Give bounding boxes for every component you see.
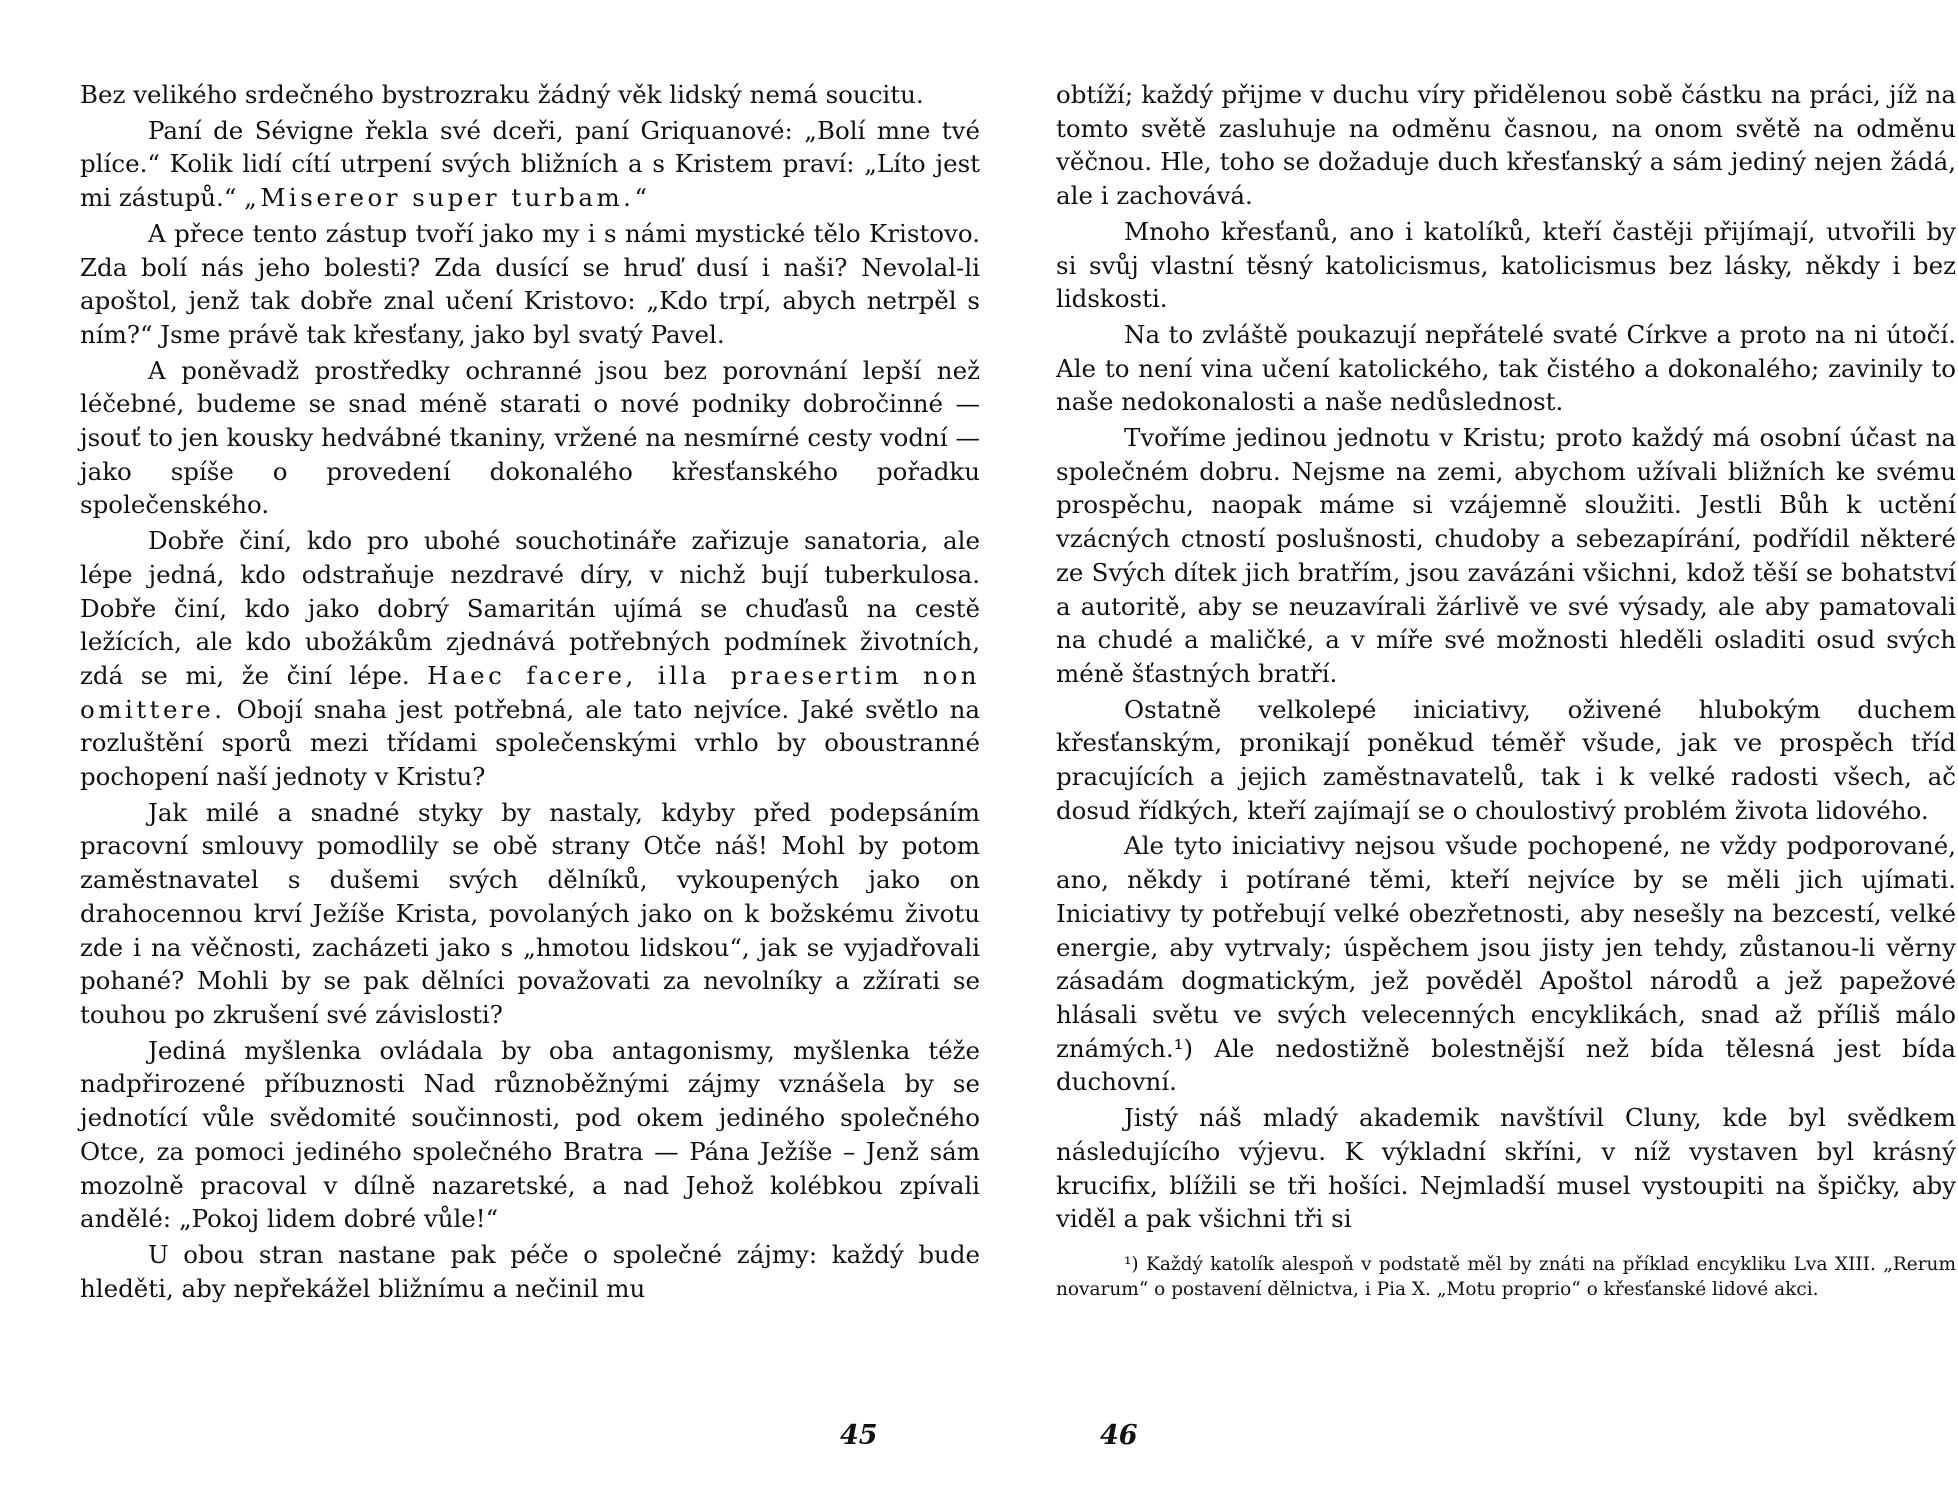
paragraph: Na to zvláště poukazují nepřátelé svaté Církve a proto na ni útočí. Ale to není vina učení katolického, tak čistého a dokonalého; zavinily to naše nedokonalosti a naše nedůslednost. — [1056, 319, 1956, 417]
latin-quote: „Misereor super turbam.“ — [244, 183, 651, 213]
page-number-right: 46 — [1100, 1420, 1138, 1451]
paragraph-text: Dobře činí, kdo pro ubohé souchotináře zařizuje sanatoria, ale lépe jedná, kdo odstraňuje nezdravé díry, v nichž bují tuberkulosa. Dobře činí, kdo jako dobrý Samaritán ujímá se chuďasů na cestě ležících, ale kdo ubožákům zjednává potřebných podmínek životních, zdá se mi, že činí lépe. — [80, 526, 980, 690]
paragraph: Jistý náš mladý akademik navštívil Cluny, kde byl svědkem následujícího výjevu. K výkladní skříni, v níž vystaven byl krásný krucifix, blížili se tři hošíci. Nejmladší musel vystoupiti na špičky, aby viděl a pak všichni tři si — [1056, 1103, 1956, 1234]
paragraph-text: Paní de Sévigne řekla své dceři, paní Griquanové: „Bolí mne tvé plíce.“ Kolik lidí cítí utrpení svých bližních a s Kristem praví: „Líto jest mi zástupů.“ — [80, 115, 980, 213]
footnote: ¹) Každý katolík alespoň v podstatě měl by znáti na příklad encykliku Lva XIII. „Rerum novarum“ o postavení dělnictva, i Pia X. „Motu proprio“ o křesťanské lidové akci. — [1056, 1253, 1956, 1300]
paragraph: obtíží; každý přijme v duchu víry přidělenou sobě částku na práci, jíž na tomto světě zasluhuje na odměnu časnou, na onom světě na odměnu věčnou. Hle, toho se dožaduje duch křesťanský a sám jediný nejen žádá, ale i zachovává. — [1056, 80, 1956, 211]
paragraph — [80, 524, 980, 794]
footnotes — [1056, 1252, 1956, 1302]
latin-quote: Haec facere, illa praesertim non omittere. — [80, 660, 980, 724]
paragraph: Bez velikého srdečného bystrozraku žádný věk lidský nemá soucitu. — [80, 80, 924, 109]
paragraph: Jak milé a snadné styky by nastaly, kdyby před podepsáním pracovní smlouvy pomodlily se obě strany Otče náš! Mohl by potom zaměstnavatel s dušemi svých dělníků, vykoupených jako on drahocennou krví Ježíše Krista, povolaných jako on k božskému životu zde i na věčnosti, zacházeti jako s „hmotou lidskou“, jak se vyjadřovali pohané? Mohli by se pak dělníci považovati za nevolníky a zžírati se touhou po zkrušení své závislosti? — [80, 797, 980, 1029]
paragraph: U obou stran nastane pak péče o společné zájmy: každý bude hleděti, aby nepřekážel bližnímu a nečinil mu — [80, 1239, 980, 1303]
paragraph: Ale tyto iniciativy nejsou všude pochopené, ne vždy podporované, ano, někdy i potírané těmi, kteří nejvíce by se měli jich ujímati. Iniciativy ty potřebují velké obezřetnosti, aby nesešly na bezcestí, velké energie, aby vytrvaly; úspěchem jsou jisty jen tehdy, zůstanou-li věrny zásadám dogmatickým, jež pověděl Apoštol národů a jež papežové hlásali světu ve svých velecenných encyklikách, snad až příliš málo známých.¹) Ale nedostižně bolestnější než bída tělesná jest bída duchovní. — [1056, 831, 1956, 1097]
right-page — [1056, 78, 1956, 1304]
paragraph: A poněvadž prostředky ochranné jsou bez porovnání lepší než léčebné, budeme se snad méně starati o nové podniky dobročinné — jsouť to jen kousky hedvábné tkaniny, vržené na nesmírné cesty vodní — jako spíše o provedení dokonalého křesťanského pořadku společenského. — [80, 355, 980, 520]
left-page — [80, 78, 980, 1307]
paragraph — [80, 114, 980, 215]
paragraph: A přece tento zástup tvoří jako my i s námi mystické tělo Kristovo. Zda bolí nás jeho bolesti? Zda dusící se hruď dusí i naši? Nevolal-li apoštol, jenž tak dobře znal učení Kristovo: „Kdo trpí, abych netrpěl s ním?“ Jsme právě tak křesťany, jako byl svatý Pavel. — [80, 218, 980, 349]
paragraph: Tvoříme jedinou jednotu v Kristu; proto každý má osobní účast na společném dobru. Nejsme na zemi, abychom užívali bližních ke svému prospěchu, naopak máme si vzájemně sloužiti. Jestli Bůh k uctění vzácných ctností poslušnosti, chudoby a sebezapírání, podřídil některé ze Svých dítek jich bratřím, jsou zavázáni všichni, kdož těší se bohatství a autoritě, aby se neuzavírali žárlivě ve své výsady, ale aby pamatovali na chudé a maličké, a v míře své možnosti hleděli osladiti osud svých méně šťastných bratří. — [1056, 423, 1956, 688]
paragraph: Ostatně velkolepé iniciativy, oživené hlubokým duchem křesťanským, pronikají poněkud téměř všude, jak ve prospěch tříd pracujících a jejich zaměstnavatelů, tak i k velké radosti všech, ač dosud řídkých, kteří zajímají se o choulostivý problém života lidového. — [1056, 694, 1956, 825]
paragraph: Mnoho křesťanů, ano i katolíků, kteří častěji přijímají, utvořili by si svůj vlastní těsný katolicismus, katolicismus bez lásky, někdy i bez lidskosti. — [1056, 216, 1956, 314]
paragraph-text: Obojí snaha jest potřebná, ale tato nejvíce. Jaké světlo na rozluštění sporů mezi třídami společenskými vrhlo by oboustranné pochopení naší jednoty v Kristu? — [80, 694, 980, 792]
page-number-left: 45 — [840, 1420, 878, 1451]
paragraph: Jediná myšlenka ovládala by oba antagonismy, myšlenka téže nadpřirozené příbuznosti Nad různoběžnými zájmy vznášela by se jednotící vůle svědomité součinnosti, pod okem jediného společného Otce, za pomoci jediného společného Bratra — Pána Ježíše – Jenž sám mozolně pracoval v dílně nazaretské, a nad Jehož kolébkou zpívali andělé: „Pokoj lidem dobré vůle!“ — [80, 1035, 980, 1234]
